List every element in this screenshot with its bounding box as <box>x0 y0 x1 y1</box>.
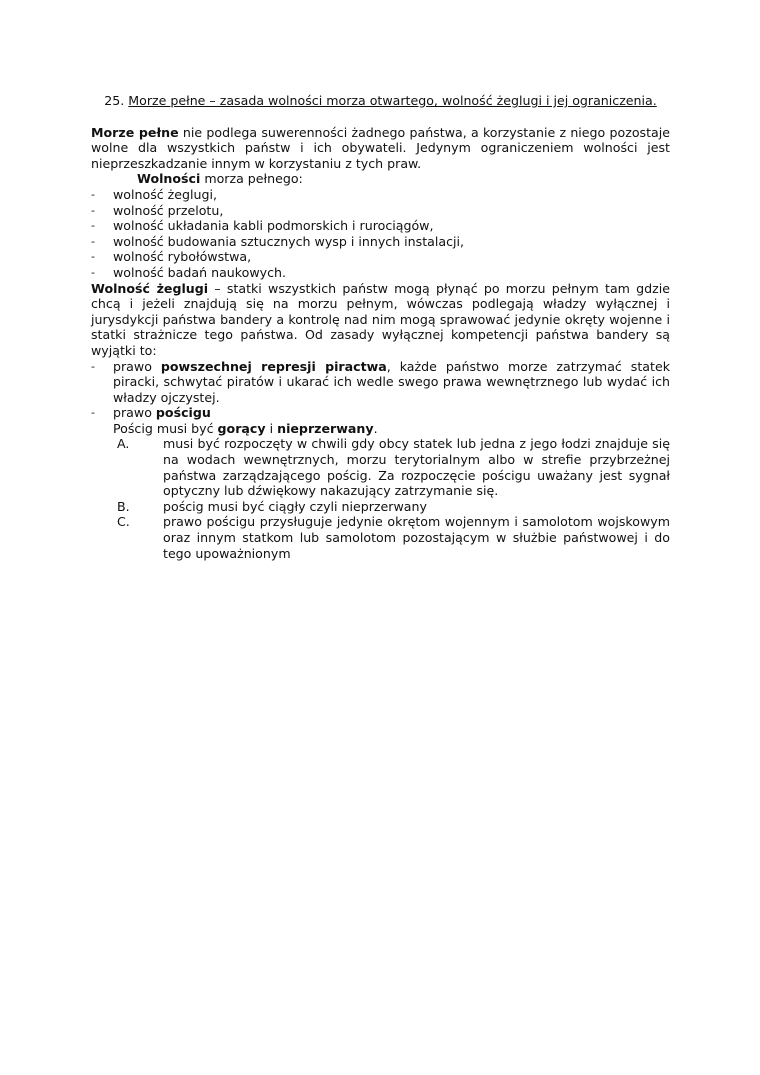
freedoms-list <box>91 187 670 281</box>
freedoms-heading <box>91 171 670 187</box>
pursuit-requirement <box>113 421 670 437</box>
navigation-term: Wolność żeglugi <box>91 280 209 296</box>
list-item: - wolność układania kabli podmorskich i rurociągów, <box>91 218 670 234</box>
pursuit-continuous: nieprzerwany <box>277 420 374 436</box>
intro-text: nie podlega suwerenności żadnego państwa, a korzystanie z niego pozostaje wolne dla wszystkich państw i ich obywateli. Jedynym ograniczeniem wolności jest nieprzeszkadzanie innym w korzystaniu z tych praw. <box>91 124 670 171</box>
list-item: - wolność przelotu, <box>91 203 670 219</box>
list-item <box>91 514 670 561</box>
condition-text: prawo pościgu przysługuje jedynie okrętom wojennym i samolotom wojskowym oraz innym statkom lub samolotom pozostającym w służbie państwowej i do tego upoważnionym <box>163 514 670 561</box>
list-item: - wolność rybołówstwa, <box>91 249 670 265</box>
pursuit-dot: . <box>373 420 378 436</box>
pursuit-line-prefix: Pościg musi być <box>113 420 218 436</box>
pursuit-hot: gorący <box>217 420 266 436</box>
pursuit-conditions-list <box>91 436 670 561</box>
exception-piracy <box>91 359 670 406</box>
section-heading <box>91 93 670 109</box>
condition-letter: A. <box>117 436 130 452</box>
list-item <box>91 436 670 498</box>
piracy-text: , każde państwo morze zatrzymać statek piracki, schwytać piratów i ukarać ich wedle swego prawa wewnętrznego lub wydać ich władzy ojczystej. <box>113 358 670 405</box>
list-item: - wolność budowania sztucznych wysp i innych instalacji, <box>91 234 670 250</box>
intro-term: Morze pełne <box>91 124 179 140</box>
condition-letter: C. <box>117 514 130 530</box>
list-item: - wolność żeglugi, <box>91 187 670 203</box>
list-item: - wolność badań naukowych. <box>91 265 670 281</box>
document-body <box>91 93 670 561</box>
pursuit-term: pościgu <box>155 405 211 421</box>
list-item <box>91 499 670 515</box>
condition-text: musi być rozpoczęty w chwili gdy obcy statek lub jedna z jego łodzi znajduje się na wodach wewnętrznych, morzu terytorialnym albo w strefie przybrzeżnej państwa zarządzającego pościg. Za rozpoczęcie pościgu uważany jest sygnał optyczny lub dźwiękowy nakazujący zatrzymanie się. <box>163 436 670 499</box>
heading-number: 25. <box>104 93 125 108</box>
condition-text: pościg musi być ciągły czyli nieprzerwany <box>163 498 427 514</box>
heading-title: Morze pełne – zasada wolności morza otwartego, wolność żeglugi i jej ograniczenia. <box>128 93 657 108</box>
freedoms-text: morza pełnego: <box>200 171 303 187</box>
navigation-text: – statki wszystkich państw mogą płynąć po morzu pełnym tam gdzie chcą i jeżeli znajdują się na morzu pełnym, wówczas podlegają władzy wyłącznej i jurysdykcji państwa bandery a kontrolę nad nim mogą sprawować jedynie okręty wojenne i statki strażnicze tego państwa. Od zasady wyłącznej kompetencji państwa bandery są wyjątki to: <box>91 280 671 358</box>
freedoms-term: Wolności <box>137 171 201 187</box>
exception-pursuit <box>91 405 670 436</box>
navigation-paragraph <box>91 281 670 359</box>
piracy-prefix: prawo <box>113 358 161 374</box>
condition-letter: B. <box>117 498 130 514</box>
exceptions-list <box>91 359 670 437</box>
intro-paragraph <box>91 125 670 172</box>
pursuit-prefix: prawo <box>113 405 156 421</box>
pursuit-and: i <box>265 420 278 436</box>
piracy-term: powszechnej represji piractwa <box>160 358 387 374</box>
